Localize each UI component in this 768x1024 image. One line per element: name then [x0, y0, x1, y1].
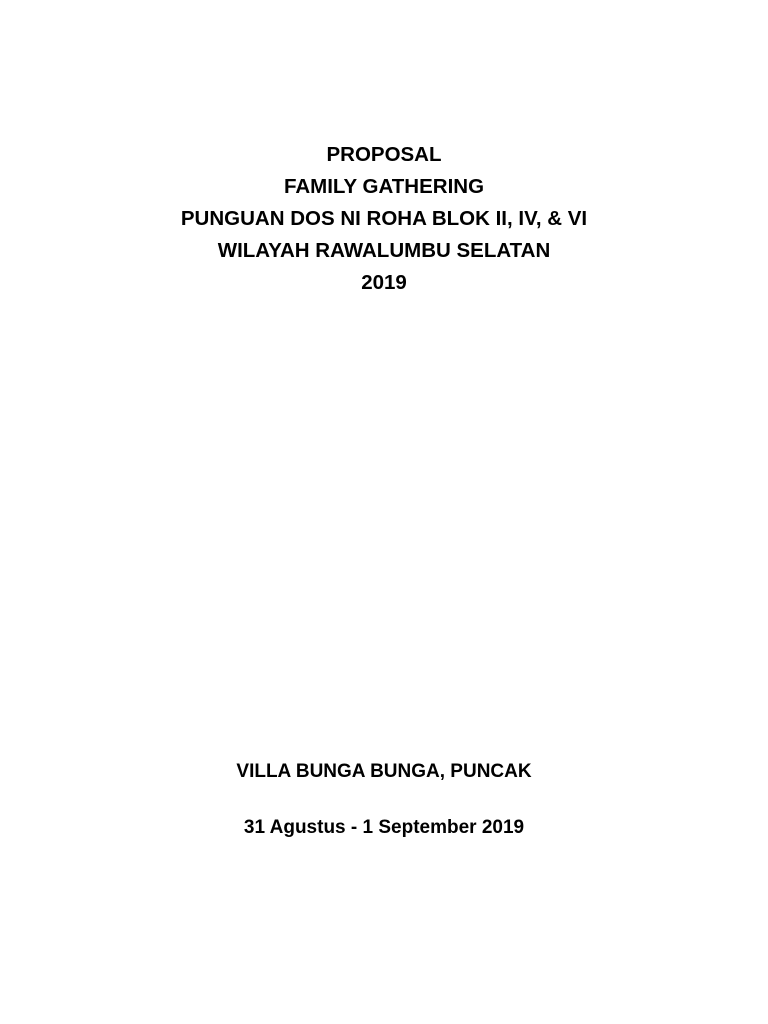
title-line-region: WILAYAH RAWALUMBU SELATAN	[217, 239, 551, 262]
title-block	[0, 139, 768, 299]
event-location: VILLA BUNGA BUNGA, PUNCAK	[236, 761, 532, 782]
title-line-year: 2019	[361, 271, 407, 294]
event-date: 31 Agustus - 1 September 2019	[243, 817, 525, 838]
title-line-proposal: PROPOSAL	[326, 143, 442, 166]
title-line-event: FAMILY GATHERING	[283, 175, 485, 198]
title-line-organization: PUNGUAN DOS NI ROHA BLOK II, IV, & VI	[180, 207, 588, 230]
